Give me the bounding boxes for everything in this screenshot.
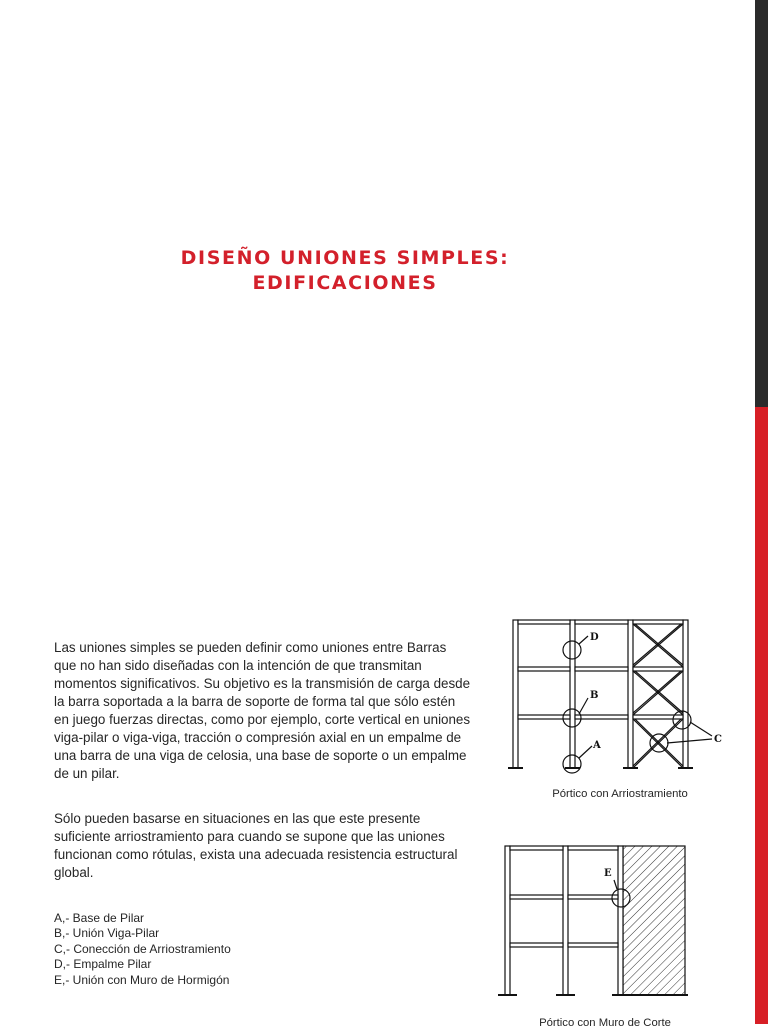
legend-item-c: C,- Conección de Arriostramiento — [54, 941, 231, 956]
legend-item-e: E,- Unión con Muro de Hormigón — [54, 972, 230, 987]
legend-item-d: D,- Empalme Pilar — [54, 957, 152, 972]
label-c: C — [714, 734, 722, 745]
joint-legend — [54, 911, 354, 988]
label-b: B — [590, 690, 599, 701]
legend-item-a: A,- Base de Pilar — [54, 911, 145, 925]
shear-wall-frame-caption: Pórtico con Muro de Corte — [539, 1017, 671, 1029]
shear-wall-frame-diagram — [490, 838, 690, 1000]
title-line-1: DISEÑO UNIONES SIMPLES: — [180, 247, 510, 269]
bracing-paragraph: Sólo pueden basarse en situaciones en las que este presente suficiente arriostramiento para cuando se supone que las uniones funcionan como rótulas, exista una adecuada resistencia estructural global. — [54, 811, 458, 880]
side-accent-bar — [755, 407, 768, 1024]
braced-frame-diagram — [500, 612, 740, 780]
braced-frame-caption: Pórtico con Arriostramiento — [552, 788, 688, 800]
legend-item-b: B,- Unión Viga-Pilar — [54, 926, 160, 941]
title-line-2: EDIFICACIONES — [252, 272, 438, 294]
label-d: D — [590, 632, 599, 643]
label-a: A — [593, 740, 601, 751]
slide-title — [100, 246, 590, 296]
intro-paragraph: Las uniones simples se pueden definir como uniones entre Barras que no han sido diseñadas con la intención de que transmitan momentos significativos. Su objetivo es la transmisión de carga desde la barra soportada a la barra de soporte de forma tal que sólo estén en juego fuerzas directas, como por ejemplo, corte vertical en uniones viga-pilar o viga-viga, tracción o compresión axial en un empalme de una barra de una viga de celosia, una base de soporte o un empalme de un pilar. — [54, 640, 471, 781]
label-e: E — [604, 868, 612, 879]
